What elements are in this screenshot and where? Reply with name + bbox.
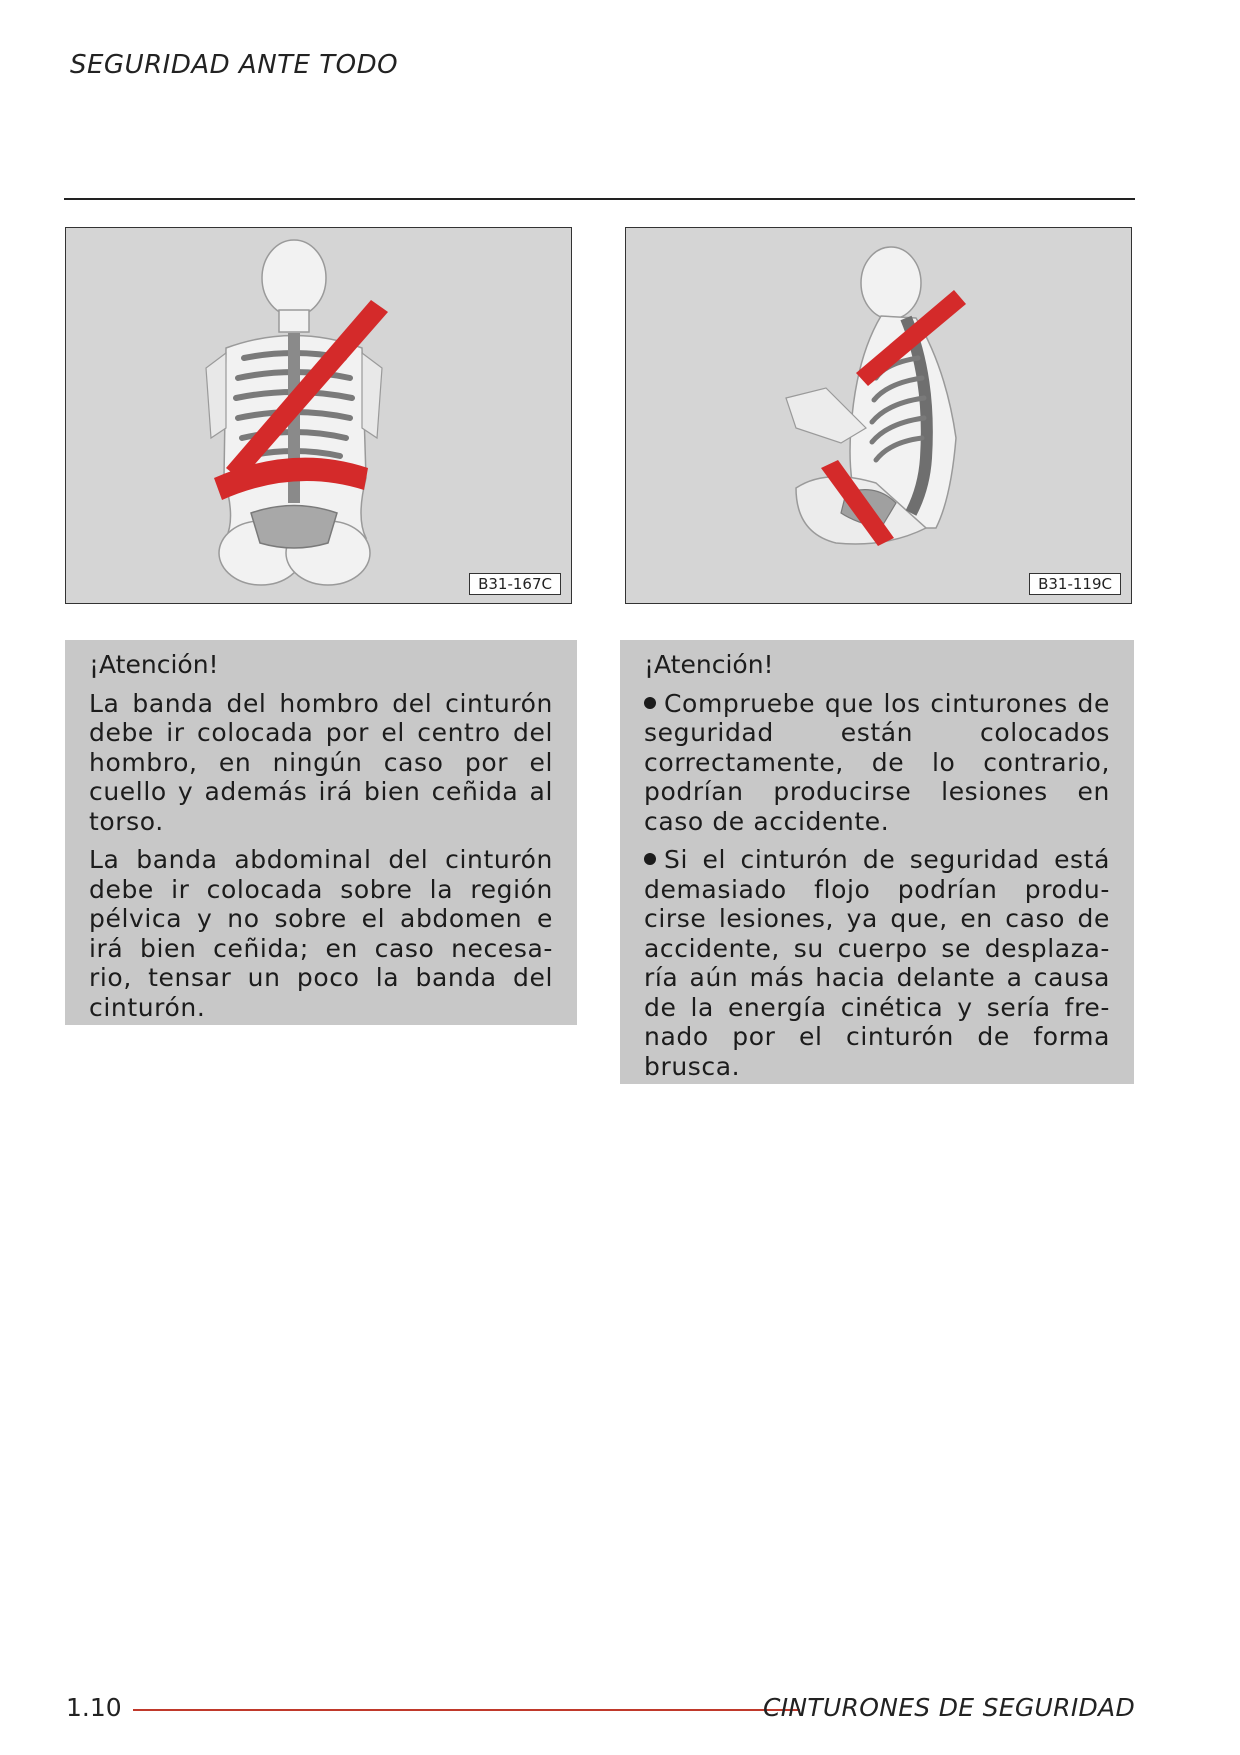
header-divider xyxy=(64,198,1135,200)
figure-code: B31-167C xyxy=(469,573,561,595)
footer-divider xyxy=(133,1709,800,1711)
warning-title: ¡Atención! xyxy=(89,650,219,679)
page-number: 1.10 xyxy=(66,1693,122,1722)
warning-title: ¡Atención! xyxy=(644,650,774,679)
footer-section-title: CINTURONES DE SEGURIDAD xyxy=(762,1693,1135,1722)
warning-paragraph: La banda abdominal del cinturón debe ir colocada sobre la región pélvica y no sobre el abdomen e irá bien ceñida; en caso necesa-rio, tensar un poco la banda del cinturón. xyxy=(89,845,553,1022)
page-header-title: SEGURIDAD ANTE TODO xyxy=(70,50,399,80)
figure-rear-view xyxy=(65,227,572,604)
bullet-icon xyxy=(644,697,656,709)
warning-bullet-item xyxy=(644,689,1110,837)
warning-bullet-item xyxy=(644,845,1110,1081)
warning-paragraph: La banda del hombro del cinturón debe ir colocada por el centro del hombro, en ningún caso por el cuello y además irá bien ceñida al torso. xyxy=(89,688,553,836)
warning-box-left xyxy=(65,640,577,1025)
figure-code: B31-119C xyxy=(1029,573,1121,595)
bullet-icon xyxy=(644,853,656,865)
page-footer xyxy=(0,1693,1240,1733)
side-view-skeleton-seatbelt-illustration xyxy=(626,228,1132,604)
warning-bullet-text: Compruebe que los cinturones de seguridad están colocados correctamente, de lo contrario, podrían producirse lesiones en caso de accidente. xyxy=(644,688,1110,836)
figure-side-view xyxy=(625,227,1132,604)
warning-box-right xyxy=(620,640,1134,1084)
rear-view-skeleton-seatbelt-illustration xyxy=(66,228,572,604)
warning-bullet-text: Si el cinturón de seguridad está demasiado flojo podrían produ-cirse lesiones, ya que, en caso de accidente, su cuerpo se desplaza-ría aún más hacia delante a causa de la energía cinética y sería fre-nado por el cinturón de forma brusca. xyxy=(644,845,1110,1081)
